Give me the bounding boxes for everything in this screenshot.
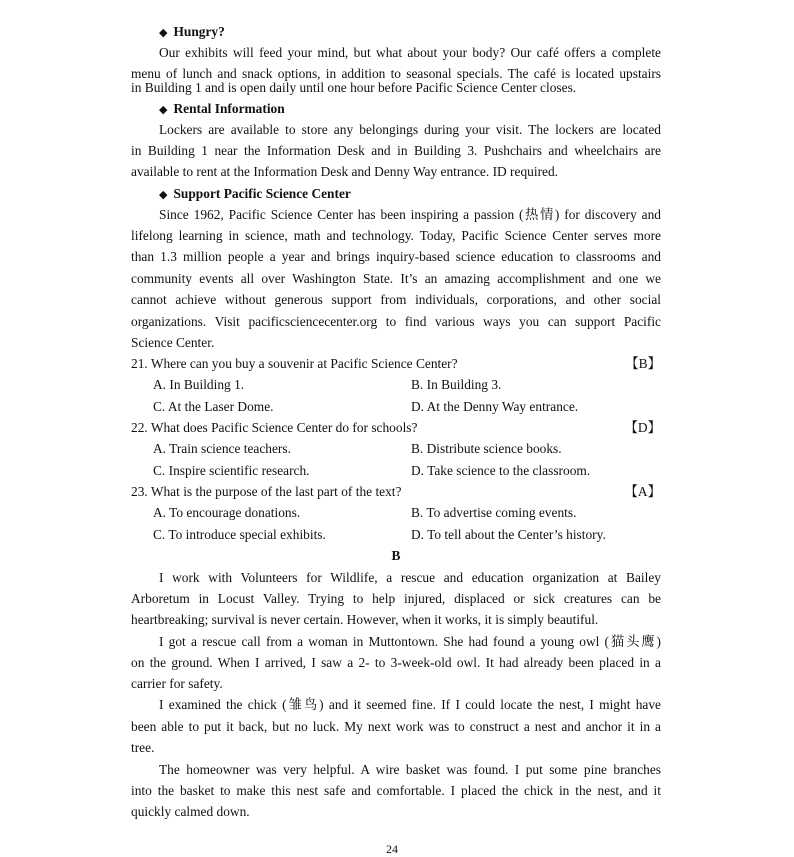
rental-line-2: in Building 1 near the Information Desk and in Building 3. Pushchairs and wheelchairs are <box>131 143 661 158</box>
hungry-line-2: menu of lunch and snack options, in addition to seasonal specials. The café is located upstairs <box>131 66 661 81</box>
option-d: D. Take science to the classroom. <box>411 463 591 478</box>
option-c: C. Inspire scientific research. <box>153 463 310 478</box>
support-line-1: Since 1962, Pacific Science Center has been inspiring a passion (热情) for discovery and <box>159 207 661 222</box>
part-heading: B <box>391 548 401 563</box>
hungry-line-1: Our exhibits will feed your mind, but what about your body? Our café offers a complete <box>159 45 661 60</box>
rental-line-1: Lockers are available to store any belongings during your visit. The lockers are located <box>159 122 661 137</box>
partb-p3-line-1: I examined the chick (雏鸟) and it seemed fine. If I could locate the nest, I might have <box>159 697 661 712</box>
partb-p2-line-1: I got a rescue call from a woman in Muttontown. She had found a young owl (猫头鹰) <box>159 634 661 649</box>
diamond-bullet-icon: ◆ <box>159 189 168 201</box>
partb-p1-line-2: Arboretum in Locust Valley. Trying to help injured, displaced or sick creatures can be <box>131 591 661 606</box>
question-stem: 21. Where can you buy a souvenir at Pacific Science Center? <box>131 356 458 371</box>
answer-key: 【A】 <box>624 484 661 499</box>
question-stem: 22. What does Pacific Science Center do for schools? <box>131 420 418 435</box>
option-a: A. To encourage donations. <box>153 505 301 520</box>
section-heading-hungry: ◆ Hungry? <box>159 24 225 39</box>
option-d: D. At the Denny Way entrance. <box>411 399 579 414</box>
partb-p1-line-1: I work with Volunteers for Wildlife, a rescue and education organization at Bailey <box>159 570 661 585</box>
question-stem: 23. What is the purpose of the last part of the text? <box>131 484 402 499</box>
option-b: B. Distribute science books. <box>411 441 562 456</box>
partb-p4-line-2: into the basket to make this nest safe and comfortable. I placed the chick in the nest, and it <box>131 783 661 798</box>
partb-p2-line-2: on the ground. When I arrived, I saw a 2- to 3-week-old owl. It had already been placed in a <box>131 655 661 670</box>
partb-p1-line-3: heartbreaking; survival is never certain. However, when it works, it is simply beautiful. <box>131 612 599 627</box>
partb-p4-line-1: The homeowner was very helpful. A wire basket was found. I put some pine branches <box>159 762 661 777</box>
diamond-bullet-icon: ◆ <box>159 104 168 116</box>
support-line-5: cannot achieve without generous support from individuals, corporations, and other social <box>131 292 661 307</box>
question-23 <box>131 481 661 502</box>
rental-line-3: available to rent at the Information Desk and Denny Way entrance. ID required. <box>131 164 559 179</box>
support-line-4: community events all over Washington State. It’s an amazing accomplishment and one we <box>131 271 661 286</box>
diamond-bullet-icon: ◆ <box>159 27 168 39</box>
section-heading-support: ◆ Support Pacific Science Center <box>159 186 351 201</box>
option-d: D. To tell about the Center’s history. <box>411 527 606 542</box>
option-c: C. To introduce special exhibits. <box>153 527 326 542</box>
question-21 <box>131 353 661 374</box>
partb-p2-line-3: carrier for safety. <box>131 676 223 691</box>
option-a: A. In Building 1. <box>153 377 245 392</box>
page-number: 24 <box>386 842 398 856</box>
question-22 <box>131 417 661 438</box>
support-line-2: lifelong learning in science, math and technology. Today, Pacific Science Center serves more <box>131 228 661 243</box>
partb-p4-line-3: quickly calmed down. <box>131 804 250 819</box>
option-a: A. Train science teachers. <box>153 441 291 456</box>
partb-p3-line-2: been able to put it back, but no luck. My next work was to construct a nest and anchor it in a <box>131 719 661 734</box>
support-line-3: than 1.3 million people a year and brings inquiry-based science education to classrooms and <box>131 249 661 264</box>
answer-key: 【D】 <box>624 420 661 435</box>
section-heading-rental: ◆ Rental Information <box>159 101 285 116</box>
support-line-6: organizations. Visit pacificsciencecenter.org to find various ways you can support Pacific <box>131 314 661 329</box>
hungry-line-3: in Building 1 and is open daily until one hour before Pacific Science Center closes. <box>131 80 577 95</box>
support-line-7: Science Center. <box>131 335 215 350</box>
answer-key: 【B】 <box>625 356 661 371</box>
partb-p3-line-3: tree. <box>131 740 155 755</box>
option-b: B. In Building 3. <box>411 377 502 392</box>
option-c: C. At the Laser Dome. <box>153 399 274 414</box>
option-b: B. To advertise coming events. <box>411 505 577 520</box>
